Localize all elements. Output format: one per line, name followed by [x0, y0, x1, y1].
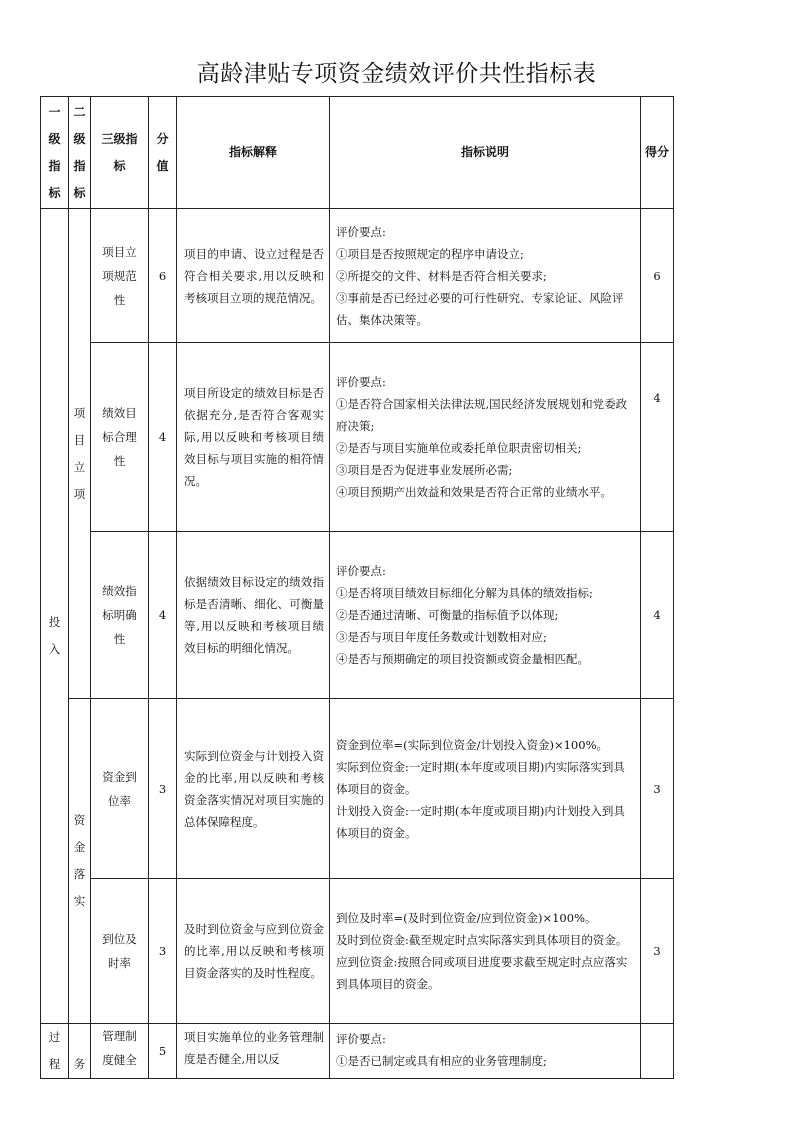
level3-cell: 管理制度健全: [91, 1024, 149, 1079]
explanation-cell: 项目所设定的绩效目标是否依据充分,是否符合客观实际,用以反映和考核项目绩效目标与项目实施的相符情况。: [177, 343, 330, 532]
description-line: 评价要点:: [336, 1032, 386, 1046]
description-line: ①项目是否按照规定的程序申请设立;: [336, 246, 524, 261]
description-line: ②所提交的文件、材料是否符合相关要求;: [336, 268, 547, 283]
level1-process: 过程: [41, 1024, 69, 1079]
description-line: ④是否与预期确定的项目投资额或资金量相匹配。: [336, 652, 589, 666]
explanation-cell: 及时到位资金与应到位资金的比率,用以反映和考核项目资金落实的及时性程度。: [177, 879, 330, 1024]
level2-business: 务: [69, 1024, 91, 1079]
table-header-row: [41, 97, 674, 209]
value-cell: 3: [149, 699, 177, 879]
description-cell: [330, 879, 641, 1024]
score-cell: 4: [641, 343, 674, 532]
value-cell: 5: [149, 1024, 177, 1079]
explanation-cell: 依据绩效目标设定的绩效指标是否清晰、细化、可衡量等,用以反映和考核项目绩效目标的明细化情况。: [177, 532, 330, 699]
value-cell: 6: [149, 209, 177, 343]
explanation-cell: 项目实施单位的业务管理制度是否健全,用以反: [177, 1024, 330, 1079]
description-line: 评价要点:: [336, 564, 386, 578]
score-cell: [641, 1024, 674, 1079]
explanation-cell: 项目的申请、设立过程是否符合相关要求,用以反映和考核项目立项的规范情况。: [177, 209, 330, 343]
description-cell: [330, 532, 641, 699]
level1-input: 投入: [41, 209, 69, 1024]
score-cell: 6: [641, 209, 674, 343]
header-description: 指标说明: [330, 97, 641, 209]
header-explanation: 指标解释: [177, 97, 330, 209]
level3-cell: 绩效指标明确性: [91, 532, 149, 699]
description-line: ④项目预期产出效益和效果是否符合正常的业绩水平。: [336, 485, 612, 499]
description-line: 评价要点:: [336, 375, 386, 389]
description-line: ③项目是否为促进事业发展所必需;: [336, 463, 513, 477]
description-line: 实际到位资金:一定时期(本年度或项目期)内实际落实到具体项目的资金。: [336, 759, 625, 796]
header-level3: 三级指标: [91, 97, 149, 209]
score-cell: 4: [641, 532, 674, 699]
description-line: ①是否符合国家相关法律法规,国民经济发展规划和党委政府决策;: [336, 397, 628, 433]
description-line: 计划投入资金:一定时期(本年度或项目期)内计划投入到具体项目的资金。: [336, 803, 625, 840]
header-score-value: 分值: [149, 97, 177, 209]
table-row: [41, 532, 674, 699]
header-level2: 二级指标: [69, 97, 91, 209]
level2-project-setup: 项目立项: [69, 209, 91, 699]
header-level1: 一级指标: [41, 97, 69, 209]
table-row: [41, 343, 674, 532]
description-line: ①是否已制定或具有相应的业务管理制度;: [336, 1054, 547, 1068]
description-line: 及时到位资金:截至规定时点实际落实到具体项目的资金。: [336, 933, 628, 947]
score-cell: 3: [641, 879, 674, 1024]
description-cell: [330, 1024, 641, 1079]
value-cell: 4: [149, 343, 177, 532]
value-cell: 3: [149, 879, 177, 1024]
description-line: 资金到位率=(实际到位资金/计划投入资金)×100%。: [336, 737, 608, 752]
table-row: [41, 1024, 674, 1079]
description-line: 应到位资金:按照合同或项目进度要求截至规定时点应落实到具体项目的资金。: [336, 955, 628, 991]
description-line: ①是否将项目绩效目标细化分解为具体的绩效指标;: [336, 586, 593, 600]
level2-fund-implementation: 资金落实: [69, 699, 91, 1024]
description-cell: [330, 343, 641, 532]
header-score: 得分: [641, 97, 674, 209]
description-line: 到位及时率=(及时到位资金/应到位资金)×100%。: [336, 911, 597, 925]
description-line: ②是否与项目实施单位或委托单位职责密切相关;: [336, 441, 582, 455]
score-cell: 3: [641, 699, 674, 879]
description-cell: [330, 209, 641, 343]
description-cell: [330, 699, 641, 879]
explanation-cell: 实际到位资金与计划投入资金的比率,用以反映和考核资金落实情况对项目实施的总体保障程度。: [177, 699, 330, 879]
table-row: [41, 879, 674, 1024]
description-line: 评价要点:: [336, 224, 386, 239]
value-cell: 4: [149, 532, 177, 699]
level3-cell: 项目立项规范性: [91, 209, 149, 343]
indicator-table: [40, 96, 674, 1079]
table-row: [41, 699, 674, 879]
description-line: ③事前是否已经过必要的可行性研究、专家论证、风险评估、集体决策等。: [336, 290, 624, 327]
level3-cell: 绩效目标合理性: [91, 343, 149, 532]
description-line: ③是否与项目年度任务数或计划数相对应;: [336, 630, 547, 644]
description-line: ②是否通过清晰、可衡量的指标值予以体现;: [336, 608, 559, 622]
page-title: 高龄津贴专项资金绩效评价共性指标表: [196, 61, 597, 87]
table-row: [41, 209, 674, 343]
level3-cell: 到位及时率: [91, 879, 149, 1024]
level3-cell: 资金到位率: [91, 699, 149, 879]
